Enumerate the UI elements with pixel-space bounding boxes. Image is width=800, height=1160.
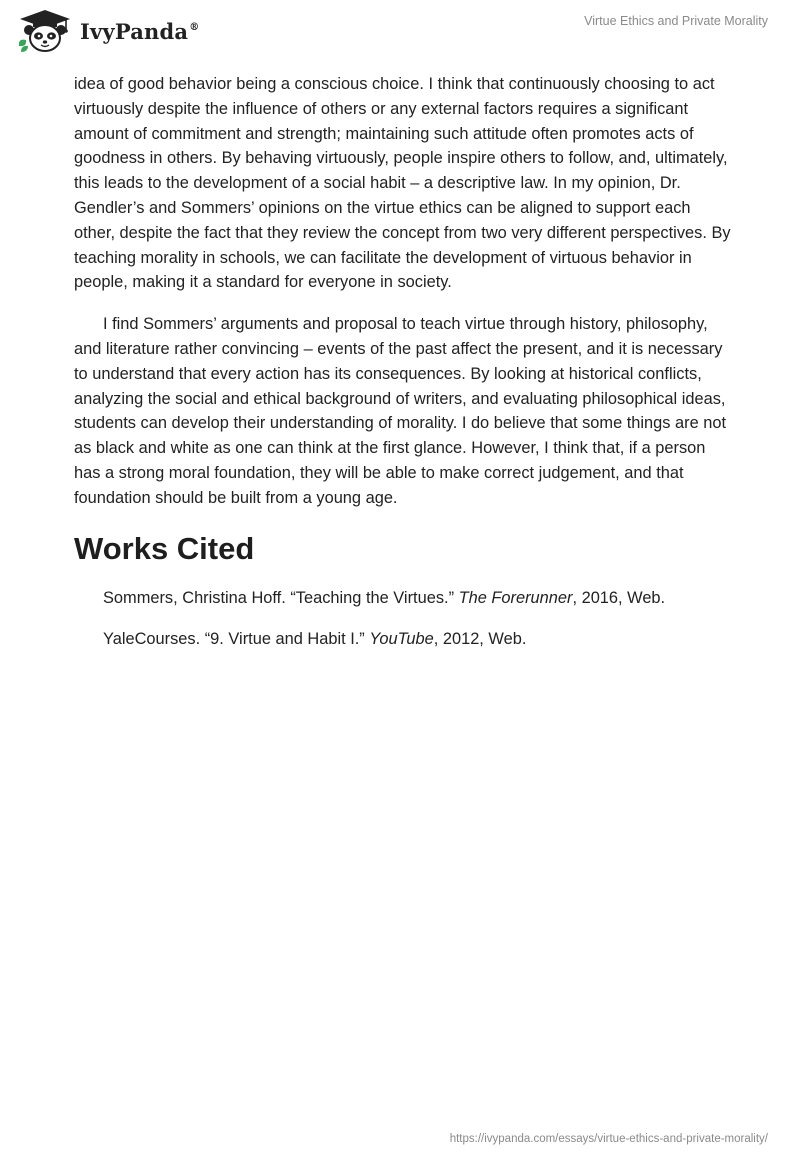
essay-content <box>74 72 734 669</box>
body-paragraph: idea of good behavior being a conscious choice. I think that continuously choosing to act virtuously despite the influence of others or any external factors requires a significant amount of commitment and strength; maintaining such attitude often promotes acts of goodness in others. By behaving virtuously, people inspire others to follow, and, ultimately, this leads to the development of a social habit – a descriptive law. In my opinion, Dr. Gendler’s and Sommers’ opinions on the virtue ethics can be aligned to support each other, despite the fact that they review the concept from two very different perspectives. By teaching morality in schools, we can facilitate the development of virtuous behavior in people, making it a standard for everyone in society. <box>74 75 731 292</box>
source-url-link[interactable]: https://ivypanda.com/essays/virtue-ethics-and-private-morality/ <box>449 1133 768 1145</box>
ivypanda-logo[interactable] <box>16 8 199 54</box>
logo-wordmark: IvyPanda® <box>80 18 200 44</box>
works-cited-heading: Works Cited <box>74 530 255 566</box>
citation-source: The Forerunner <box>458 588 573 607</box>
body-paragraph: I find Sommers’ arguments and proposal to teach virtue through history, philosophy, and literature rather convincing – events of the past affect the present, and it is necessary to understand that every action has its consequences. By looking at historical conflicts, analyzing the social and ethical background of writers, and evaluating philosophical ideas, students can develop their understanding of morality. I do believe that some things are not as black and white as one can think at the first glance. However, I think that, if a person has a strong moral foundation, they will be able to make correct judgement, and that foundation should be built from a young age. <box>74 315 727 507</box>
citation-entry: Sommers, Christina Hoff. “Teaching the Virtues.” The Forerunner, 2016, Web. <box>103 588 666 607</box>
citation-source: YouTube <box>369 630 434 649</box>
citation-entry: YaleCourses. “9. Virtue and Habit I.” YouTube, 2012, Web. <box>103 630 527 649</box>
panda-graduate-icon <box>16 8 74 54</box>
page-header <box>0 0 800 70</box>
document-title: Virtue Ethics and Private Morality <box>584 14 768 28</box>
